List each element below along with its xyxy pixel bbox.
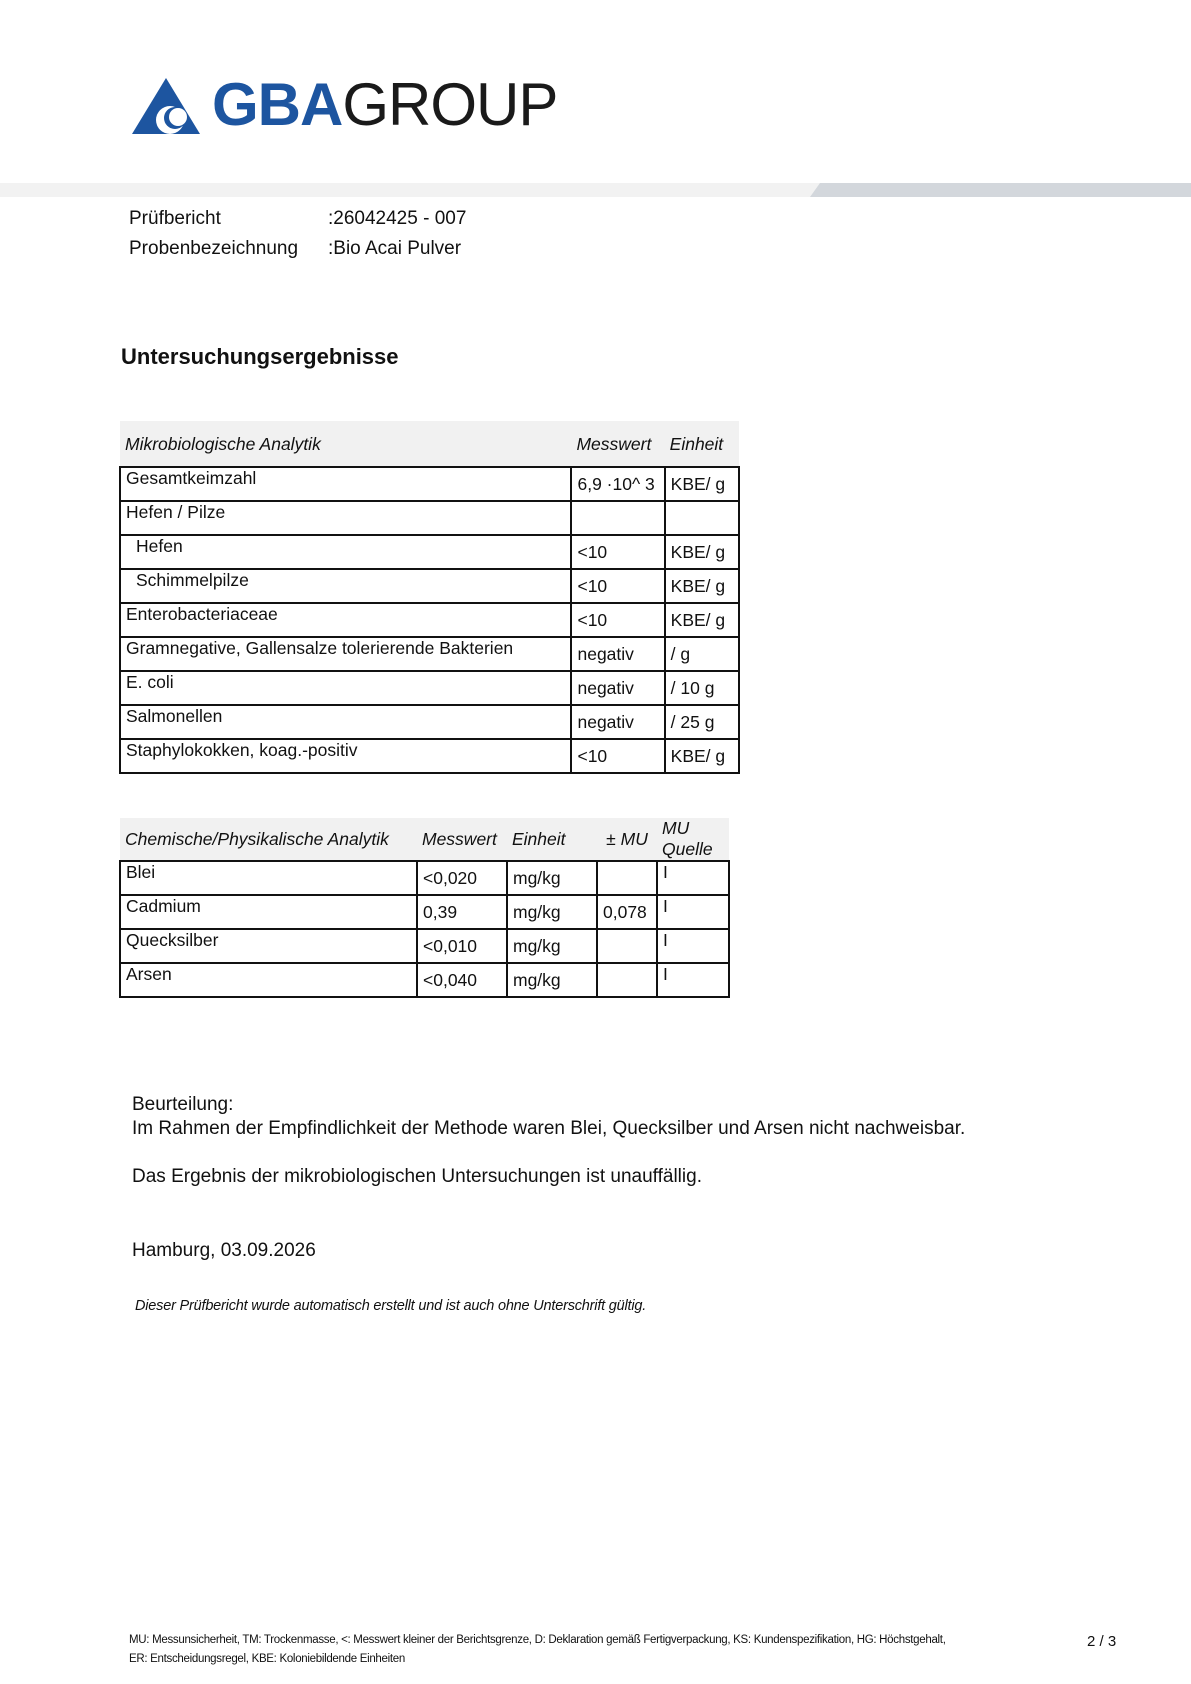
- mu-cell: 0,078: [597, 895, 657, 929]
- mu-source-cell: I: [657, 861, 729, 895]
- value-cell: [571, 501, 664, 535]
- mu-cell: [597, 929, 657, 963]
- footer-legend-line-1: MU: Messunsicherheit, TM: Trockenmasse, <: Messwert kleiner der Berichtsgrenze, D: Deklaration gemäß Fertigverpackung, KS: Kundenspezifikation, HG: Höchstgehalt,: [129, 1634, 946, 1646]
- column-header: Mikrobiologische Analytik: [120, 421, 571, 467]
- column-header: ± MU: [597, 818, 657, 861]
- mu-cell: [597, 963, 657, 997]
- table-row: [120, 501, 739, 535]
- assessment-line-2: Das Ergebnis der mikrobiologischen Untersuchungen ist unauffällig.: [132, 1166, 702, 1187]
- value-cell: <10: [571, 569, 664, 603]
- report-number-label: Prüfbericht: [129, 208, 221, 229]
- table-row: [120, 569, 739, 603]
- header-band: [0, 183, 1191, 197]
- table-header-row: [120, 421, 739, 467]
- column-header: Messwert: [417, 818, 507, 861]
- table-row: [120, 637, 739, 671]
- value-cell: 0,39: [417, 895, 507, 929]
- parameter-cell: Hefen / Pilze: [120, 501, 571, 535]
- mu-source-cell: I: [657, 895, 729, 929]
- parameter-cell: Quecksilber: [120, 929, 417, 963]
- table-row: [120, 895, 729, 929]
- table-row: [120, 535, 739, 569]
- mu-source-cell: I: [657, 929, 729, 963]
- column-header: Chemische/Physikalische Analytik: [120, 818, 417, 861]
- table-row: [120, 861, 729, 895]
- table-row: [120, 963, 729, 997]
- logo-mountain-icon: [130, 76, 202, 136]
- unit-cell: mg/kg: [507, 963, 597, 997]
- value-cell: <0,020: [417, 861, 507, 895]
- parameter-cell: Cadmium: [120, 895, 417, 929]
- unit-cell: mg/kg: [507, 929, 597, 963]
- unit-cell: KBE/ g: [665, 535, 739, 569]
- column-header: Einheit: [665, 421, 739, 467]
- gba-group-logo: [130, 71, 560, 140]
- parameter-cell: Staphylokokken, koag.-positiv: [120, 739, 571, 773]
- table-row: [120, 467, 739, 501]
- table-row: [120, 739, 739, 773]
- value-cell: negativ: [571, 705, 664, 739]
- footer-legend-line-2: ER: Entscheidungsregel, KBE: Koloniebildende Einheiten: [129, 1653, 405, 1665]
- unit-cell: mg/kg: [507, 895, 597, 929]
- parameter-cell: Hefen: [120, 535, 571, 569]
- page-number: 2 / 3: [1087, 1633, 1117, 1650]
- unit-cell: / g: [665, 637, 739, 671]
- logo-wordmark: GBAGROUP: [212, 71, 558, 138]
- mu-cell: [597, 861, 657, 895]
- parameter-cell: Enterobacteriaceae: [120, 603, 571, 637]
- unit-cell: KBE/ g: [665, 603, 739, 637]
- table-row: [120, 603, 739, 637]
- unit-cell: / 10 g: [665, 671, 739, 705]
- value-cell: <10: [571, 739, 664, 773]
- value-cell: <10: [571, 603, 664, 637]
- value-cell: negativ: [571, 637, 664, 671]
- chemistry-table: [119, 818, 730, 998]
- sample-name-label: Probenbezeichnung: [129, 238, 299, 259]
- unit-cell: [665, 501, 739, 535]
- value-cell: negativ: [571, 671, 664, 705]
- value-cell: 6,9 ·10^ 3: [571, 467, 664, 501]
- mu-source-cell: I: [657, 963, 729, 997]
- report-number-value: :26042425 - 007: [328, 208, 467, 229]
- value-cell: <0,010: [417, 929, 507, 963]
- parameter-cell: Salmonellen: [120, 705, 571, 739]
- column-header: MU Quelle: [657, 818, 729, 861]
- parameter-cell: Gramnegative, Gallensalze tolerierende Bakterien: [120, 637, 571, 671]
- parameter-cell: Schimmelpilze: [120, 569, 571, 603]
- unit-cell: KBE/ g: [665, 739, 739, 773]
- parameter-cell: Arsen: [120, 963, 417, 997]
- column-header: Einheit: [507, 818, 597, 861]
- sample-name-value: :Bio Acai Pulver: [328, 238, 462, 259]
- parameter-cell: E. coli: [120, 671, 571, 705]
- table-header-row: [120, 818, 729, 861]
- disclaimer: Dieser Prüfbericht wurde automatisch erstellt und ist auch ohne Unterschrift gültig.: [135, 1298, 647, 1314]
- table-row: [120, 929, 729, 963]
- table-row: [120, 705, 739, 739]
- unit-cell: KBE/ g: [665, 569, 739, 603]
- assessment-line-1: Im Rahmen der Empfindlichkeit der Methode waren Blei, Quecksilber und Arsen nicht nachweisbar.: [132, 1118, 966, 1139]
- parameter-cell: Blei: [120, 861, 417, 895]
- microbiology-table: [119, 421, 740, 774]
- column-header: Messwert: [571, 421, 664, 467]
- parameter-cell: Gesamtkeimzahl: [120, 467, 571, 501]
- value-cell: <0,040: [417, 963, 507, 997]
- unit-cell: mg/kg: [507, 861, 597, 895]
- unit-cell: KBE/ g: [665, 467, 739, 501]
- section-title: Untersuchungsergebnisse: [121, 344, 399, 369]
- table-row: [120, 671, 739, 705]
- value-cell: <10: [571, 535, 664, 569]
- assessment-heading: Beurteilung:: [132, 1094, 234, 1115]
- unit-cell: / 25 g: [665, 705, 739, 739]
- place-date: Hamburg, 03.09.2026: [132, 1240, 316, 1261]
